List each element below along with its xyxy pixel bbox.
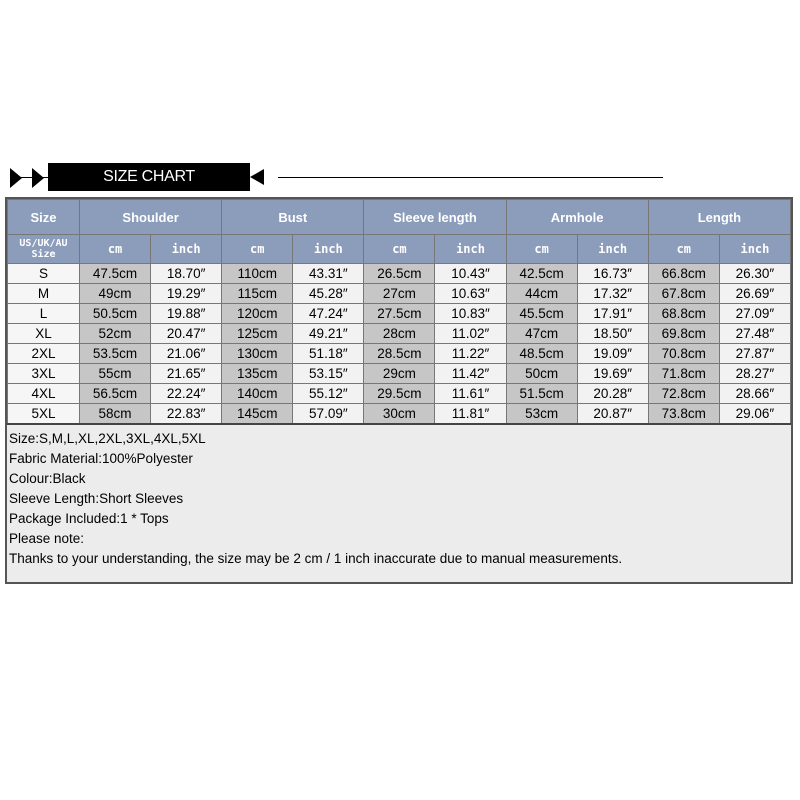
size-cell: L	[8, 304, 80, 324]
inch-value-cell: 16.73″	[577, 264, 648, 284]
inch-value-cell: 21.06″	[151, 344, 222, 364]
size-cell: 4XL	[8, 384, 80, 404]
cm-value-cell: 115cm	[222, 284, 293, 304]
inch-value-cell: 57.09″	[293, 404, 364, 425]
cm-value-cell: 29.5cm	[364, 384, 435, 404]
inch-value-cell: 20.87″	[577, 404, 648, 425]
inch-value-cell: 19.09″	[577, 344, 648, 364]
cm-value-cell: 42.5cm	[506, 264, 577, 284]
table-row	[8, 404, 791, 425]
table-unit-row	[8, 235, 791, 264]
inch-value-cell: 19.69″	[577, 364, 648, 384]
size-cell: M	[8, 284, 80, 304]
unit-inch: inch	[577, 235, 648, 264]
info-line: Package Included:1 * Tops	[9, 511, 169, 526]
cm-value-cell: 110cm	[222, 264, 293, 284]
inch-value-cell: 21.65″	[151, 364, 222, 384]
inch-value-cell: 26.69″	[719, 284, 790, 304]
inch-value-cell: 10.83″	[435, 304, 506, 324]
cm-value-cell: 72.8cm	[648, 384, 719, 404]
cm-value-cell: 26.5cm	[364, 264, 435, 284]
cm-value-cell: 47cm	[506, 324, 577, 344]
inch-value-cell: 22.83″	[151, 404, 222, 425]
cm-value-cell: 145cm	[222, 404, 293, 425]
size-chart-title: SIZE CHART	[48, 163, 250, 191]
size-chart-header	[0, 160, 800, 200]
table-row	[8, 304, 791, 324]
unit-inch: inch	[293, 235, 364, 264]
info-line: Colour:Black	[9, 471, 86, 486]
cm-value-cell: 28cm	[364, 324, 435, 344]
cm-value-cell: 130cm	[222, 344, 293, 364]
inch-value-cell: 17.32″	[577, 284, 648, 304]
inch-value-cell: 11.02″	[435, 324, 506, 344]
inch-value-cell: 27.48″	[719, 324, 790, 344]
cm-value-cell: 47.5cm	[80, 264, 151, 284]
info-line: Thanks to your understanding, the size may be 2 cm / 1 inch inaccurate due to manual measurements.	[9, 551, 623, 566]
header-length: Length	[648, 200, 790, 235]
inch-value-cell: 51.18″	[293, 344, 364, 364]
table-row	[8, 264, 791, 284]
inch-value-cell: 22.24″	[151, 384, 222, 404]
header-us-uk-au-size: US/UK/AU Size	[8, 235, 80, 264]
header-left-arrow-icon	[10, 168, 22, 188]
header-armhole: Armhole	[506, 200, 648, 235]
info-line: Size:S,M,L,XL,2XL,3XL,4XL,5XL	[9, 431, 206, 446]
unit-inch: inch	[435, 235, 506, 264]
info-line: Sleeve Length:Short Sleeves	[9, 491, 184, 506]
size-table	[7, 199, 791, 425]
inch-value-cell: 11.61″	[435, 384, 506, 404]
header-shoulder: Shoulder	[80, 200, 222, 235]
cm-value-cell: 73.8cm	[648, 404, 719, 425]
size-cell: XL	[8, 324, 80, 344]
inch-value-cell: 53.15″	[293, 364, 364, 384]
info-line: Fabric Material:100%Polyester	[9, 451, 193, 466]
cm-value-cell: 44cm	[506, 284, 577, 304]
cm-value-cell: 135cm	[222, 364, 293, 384]
header-sleeve-length: Sleeve length	[364, 200, 506, 235]
cm-value-cell: 66.8cm	[648, 264, 719, 284]
cm-value-cell: 56.5cm	[80, 384, 151, 404]
cm-value-cell: 52cm	[80, 324, 151, 344]
header-size: Size	[8, 200, 80, 235]
cm-value-cell: 29cm	[364, 364, 435, 384]
unit-cm: cm	[80, 235, 151, 264]
header-bust: Bust	[222, 200, 364, 235]
size-cell: 5XL	[8, 404, 80, 425]
cm-value-cell: 45.5cm	[506, 304, 577, 324]
cm-value-cell: 140cm	[222, 384, 293, 404]
inch-value-cell: 11.22″	[435, 344, 506, 364]
cm-value-cell: 55cm	[80, 364, 151, 384]
cm-value-cell: 69.8cm	[648, 324, 719, 344]
size-cell: 2XL	[8, 344, 80, 364]
cm-value-cell: 53cm	[506, 404, 577, 425]
inch-value-cell: 10.43″	[435, 264, 506, 284]
cm-value-cell: 68.8cm	[648, 304, 719, 324]
header-right-arrow-icon	[250, 169, 264, 185]
inch-value-cell: 11.42″	[435, 364, 506, 384]
unit-cm: cm	[506, 235, 577, 264]
inch-value-cell: 26.30″	[719, 264, 790, 284]
cm-value-cell: 50.5cm	[80, 304, 151, 324]
unit-cm: cm	[222, 235, 293, 264]
product-info	[7, 425, 791, 569]
inch-value-cell: 29.06″	[719, 404, 790, 425]
table-row	[8, 364, 791, 384]
cm-value-cell: 70.8cm	[648, 344, 719, 364]
unit-inch: inch	[151, 235, 222, 264]
cm-value-cell: 120cm	[222, 304, 293, 324]
inch-value-cell: 19.88″	[151, 304, 222, 324]
inch-value-cell: 19.29″	[151, 284, 222, 304]
inch-value-cell: 55.12″	[293, 384, 364, 404]
cm-value-cell: 50cm	[506, 364, 577, 384]
cm-value-cell: 71.8cm	[648, 364, 719, 384]
size-cell: S	[8, 264, 80, 284]
inch-value-cell: 17.91″	[577, 304, 648, 324]
size-chart-panel	[5, 197, 793, 584]
inch-value-cell: 45.28″	[293, 284, 364, 304]
header-left-arrow-inner-icon	[32, 168, 44, 188]
size-cell: 3XL	[8, 364, 80, 384]
inch-value-cell: 20.47″	[151, 324, 222, 344]
cm-value-cell: 125cm	[222, 324, 293, 344]
table-row	[8, 384, 791, 404]
inch-value-cell: 20.28″	[577, 384, 648, 404]
cm-value-cell: 27cm	[364, 284, 435, 304]
cm-value-cell: 51.5cm	[506, 384, 577, 404]
inch-value-cell: 10.63″	[435, 284, 506, 304]
inch-value-cell: 47.24″	[293, 304, 364, 324]
table-row	[8, 324, 791, 344]
cm-value-cell: 49cm	[80, 284, 151, 304]
table-body	[8, 264, 791, 425]
info-line: Please note:	[9, 531, 85, 546]
unit-cm: cm	[364, 235, 435, 264]
inch-value-cell: 18.70″	[151, 264, 222, 284]
unit-inch: inch	[719, 235, 790, 264]
inch-value-cell: 43.31″	[293, 264, 364, 284]
table-row	[8, 344, 791, 364]
inch-value-cell: 49.21″	[293, 324, 364, 344]
cm-value-cell: 58cm	[80, 404, 151, 425]
cm-value-cell: 30cm	[364, 404, 435, 425]
inch-value-cell: 27.09″	[719, 304, 790, 324]
cm-value-cell: 67.8cm	[648, 284, 719, 304]
unit-cm: cm	[648, 235, 719, 264]
header-right-line	[278, 177, 663, 178]
table-row	[8, 284, 791, 304]
cm-value-cell: 28.5cm	[364, 344, 435, 364]
table-header-row	[8, 200, 791, 235]
inch-value-cell: 28.66″	[719, 384, 790, 404]
cm-value-cell: 48.5cm	[506, 344, 577, 364]
inch-value-cell: 11.81″	[435, 404, 506, 425]
inch-value-cell: 18.50″	[577, 324, 648, 344]
cm-value-cell: 27.5cm	[364, 304, 435, 324]
inch-value-cell: 28.27″	[719, 364, 790, 384]
inch-value-cell: 27.87″	[719, 344, 790, 364]
cm-value-cell: 53.5cm	[80, 344, 151, 364]
